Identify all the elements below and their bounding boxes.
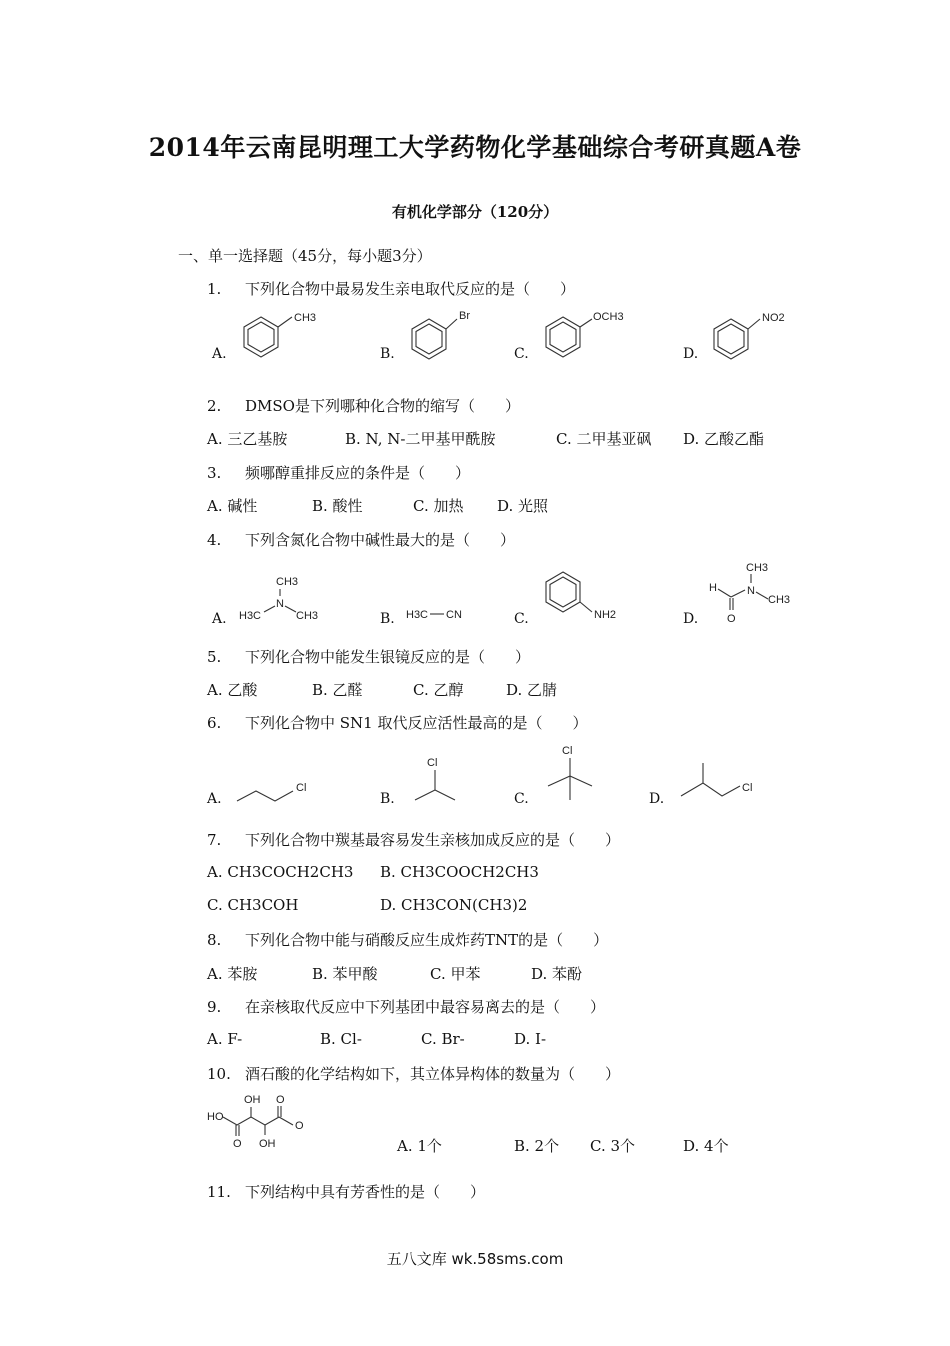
question-text: 下列含氮化合物中碱性最大的是（ ） — [245, 531, 516, 549]
bond — [748, 319, 760, 329]
bond — [285, 606, 296, 612]
1-chloro-2-methylpropane-structure — [676, 758, 776, 806]
bond — [580, 602, 592, 612]
carbon-chain — [681, 783, 740, 796]
question-7 — [207, 829, 620, 850]
benzene-inner-ring — [416, 324, 442, 354]
question-number: 11. — [207, 1183, 231, 1201]
question-6 — [207, 712, 587, 733]
oxygen-label: O — [233, 1138, 242, 1150]
option-c-label: C. — [514, 611, 529, 627]
question-number: 5. — [207, 648, 222, 666]
option-a: A. 1个 — [397, 1137, 442, 1155]
amino-label: NH2 — [594, 609, 617, 621]
option-a: A. 苯胺 — [207, 965, 258, 983]
option-c: C. 二甲基亚砜 — [556, 430, 652, 448]
option-a: A. CH3COCH2CH3 — [207, 863, 354, 881]
option-a-label: A. — [207, 791, 222, 807]
option-d: D. 乙酸乙酯 — [683, 430, 765, 448]
methyl-label: H3C — [239, 610, 262, 622]
tartaric-acid-structure — [205, 1090, 325, 1150]
option-b: B. 苯甲酸 — [312, 965, 378, 983]
benzene-ring — [714, 319, 748, 359]
methyl-label: CH3 — [746, 562, 769, 574]
question-number: 3. — [207, 464, 222, 482]
methyl-label: CH3 — [276, 576, 299, 588]
option-d: D. 4个 — [683, 1137, 729, 1155]
option-b: B. CH3COOCH2CH3 — [380, 863, 539, 881]
substituent-label: NO2 — [762, 312, 785, 324]
chlorine-label: Cl — [742, 782, 753, 794]
option-d-label: D. — [683, 611, 699, 627]
question-number: 4. — [207, 531, 222, 549]
bond — [279, 1117, 293, 1125]
question-2 — [207, 395, 520, 416]
benzene-inner-ring — [550, 322, 576, 352]
bond — [570, 776, 592, 786]
methyl-label: CH3 — [296, 610, 319, 622]
question-text: 下列化合物中羰基最容易发生亲核加成反应的是（ ） — [245, 831, 621, 849]
section-heading: 一、单一选择题（45分，每小题3分） — [178, 247, 432, 265]
benzene-ring — [546, 572, 580, 612]
question-3 — [207, 462, 470, 483]
oxygen-label: O — [276, 1094, 285, 1106]
option-a-label: A. — [212, 611, 227, 627]
question-text: 下列结构中具有芳香性的是（ ） — [245, 1183, 486, 1201]
option-a: A. 乙酸 — [207, 681, 258, 699]
carbon-chain — [223, 1117, 279, 1125]
benzene-inner-ring — [550, 577, 576, 607]
bond — [756, 592, 768, 599]
option-d: D. 苯酚 — [531, 965, 583, 983]
question-number: 6. — [207, 714, 222, 732]
toluene-structure — [236, 305, 326, 365]
option-a: A. 碱性 — [207, 497, 258, 515]
option-b: B. 乙醛 — [312, 681, 363, 699]
option-c: C. Br- — [421, 1030, 465, 1048]
question-text: 下列化合物中最易发生亲电取代反应的是（ ） — [245, 280, 576, 298]
dmf-structure — [706, 555, 806, 627]
hydroxyl-label: HO — [207, 1111, 224, 1123]
question-text: DMSO是下列哪种化合物的缩写（ ） — [245, 397, 520, 415]
option-c-label: C. — [514, 346, 529, 362]
option-b: B. N, N-二甲基甲酰胺 — [345, 430, 496, 448]
aniline-structure — [538, 568, 638, 630]
option-b: B. 酸性 — [312, 497, 363, 515]
page-title: 2014年云南昆明理工大学药物化学基础综合考研真题A卷 — [148, 133, 802, 162]
option-b-label: B. — [380, 346, 395, 362]
oxygen-label: O — [295, 1120, 304, 1132]
question-number: 9. — [207, 998, 222, 1016]
nitrogen-label: N — [747, 585, 755, 597]
option-d-label: D. — [683, 346, 699, 362]
option-d: D. I- — [514, 1030, 547, 1048]
question-4 — [207, 529, 515, 550]
bond — [580, 319, 592, 327]
hydrogen-label: H — [709, 582, 717, 594]
anisole-structure — [538, 303, 638, 363]
option-a: A. 三乙基胺 — [207, 430, 288, 448]
question-10 — [207, 1063, 620, 1084]
option-c: C. 乙醇 — [413, 681, 464, 699]
option-c: C. 3个 — [590, 1137, 636, 1155]
hydroxyl-label: OH — [244, 1094, 261, 1106]
carbon-chain — [237, 791, 293, 801]
nitrile-label: CN — [446, 609, 462, 621]
chlorine-label: Cl — [562, 745, 573, 757]
question-11 — [207, 1181, 485, 1202]
option-d: D. CH3CON(CH3)2 — [380, 896, 528, 914]
option-b-label: B. — [380, 791, 395, 807]
nitrobenzene-structure — [706, 305, 806, 365]
methyl-label: H3C — [406, 609, 429, 621]
substituent-label: Br — [459, 310, 470, 322]
trimethylamine-structure — [236, 568, 336, 628]
chlorine-label: Cl — [427, 757, 438, 769]
question-number: 7. — [207, 831, 222, 849]
question-text: 酒石酸的化学结构如下，其立体异构体的数量为（ ） — [245, 1065, 621, 1083]
bond — [731, 590, 745, 597]
option-b: B. 2个 — [514, 1137, 560, 1155]
methyl-label: CH3 — [768, 594, 791, 606]
oxygen-label: O — [727, 613, 736, 625]
acetonitrile-structure — [404, 598, 484, 628]
option-b: B. Cl- — [320, 1030, 362, 1048]
question-number: 2. — [207, 397, 222, 415]
2-chloropropane-structure — [405, 752, 465, 806]
benzene-inner-ring — [248, 322, 274, 352]
footer-watermark: 五八文库 wk.58sms.com — [386, 1250, 564, 1268]
bond — [718, 589, 731, 597]
question-text: 下列化合物中 SN1 取代反应活性最高的是（ ） — [245, 714, 588, 732]
question-9 — [207, 996, 605, 1017]
option-d-label: D. — [649, 791, 665, 807]
option-c: C. CH3COH — [207, 896, 299, 914]
tert-butyl-chloride-structure — [540, 740, 600, 804]
carbon-chain — [415, 790, 455, 800]
option-a-label: A. — [212, 346, 227, 362]
option-c: C. 甲苯 — [430, 965, 481, 983]
option-d: D. 乙腈 — [506, 681, 558, 699]
section-subtitle: 有机化学部分（120分） — [391, 203, 559, 221]
1-chloropropane-structure — [234, 775, 324, 805]
question-text: 下列化合物中能发生银镜反应的是（ ） — [245, 648, 531, 666]
bromobenzene-structure — [404, 305, 494, 365]
question-text: 下列化合物中能与硝酸反应生成炸药TNT的是（ ） — [245, 931, 609, 949]
option-d: D. 光照 — [497, 497, 549, 515]
question-5 — [207, 646, 530, 667]
question-1 — [207, 278, 575, 299]
bond — [264, 606, 275, 612]
benzene-ring — [244, 317, 278, 357]
hydroxyl-label: OH — [259, 1138, 276, 1150]
benzene-ring — [546, 317, 580, 357]
question-number: 10. — [207, 1065, 231, 1083]
option-a: A. F- — [207, 1030, 243, 1048]
option-c-label: C. — [514, 791, 529, 807]
question-text: 在亲核取代反应中下列基团中最容易离去的是（ ） — [245, 998, 606, 1016]
question-number: 8. — [207, 931, 222, 949]
question-text: 频哪醇重排反应的条件是（ ） — [245, 464, 471, 482]
chlorine-label: Cl — [296, 782, 307, 794]
benzene-ring — [412, 319, 446, 359]
option-c: C. 加热 — [413, 497, 464, 515]
bond — [548, 776, 570, 786]
bond — [278, 317, 292, 327]
question-number: 1. — [207, 280, 222, 298]
option-b-label: B. — [380, 611, 395, 627]
substituent-label: CH3 — [294, 312, 317, 324]
substituent-label: OCH3 — [593, 311, 624, 323]
nitrogen-label: N — [276, 598, 284, 610]
bond — [446, 319, 457, 329]
question-8 — [207, 929, 608, 950]
benzene-inner-ring — [718, 324, 744, 354]
